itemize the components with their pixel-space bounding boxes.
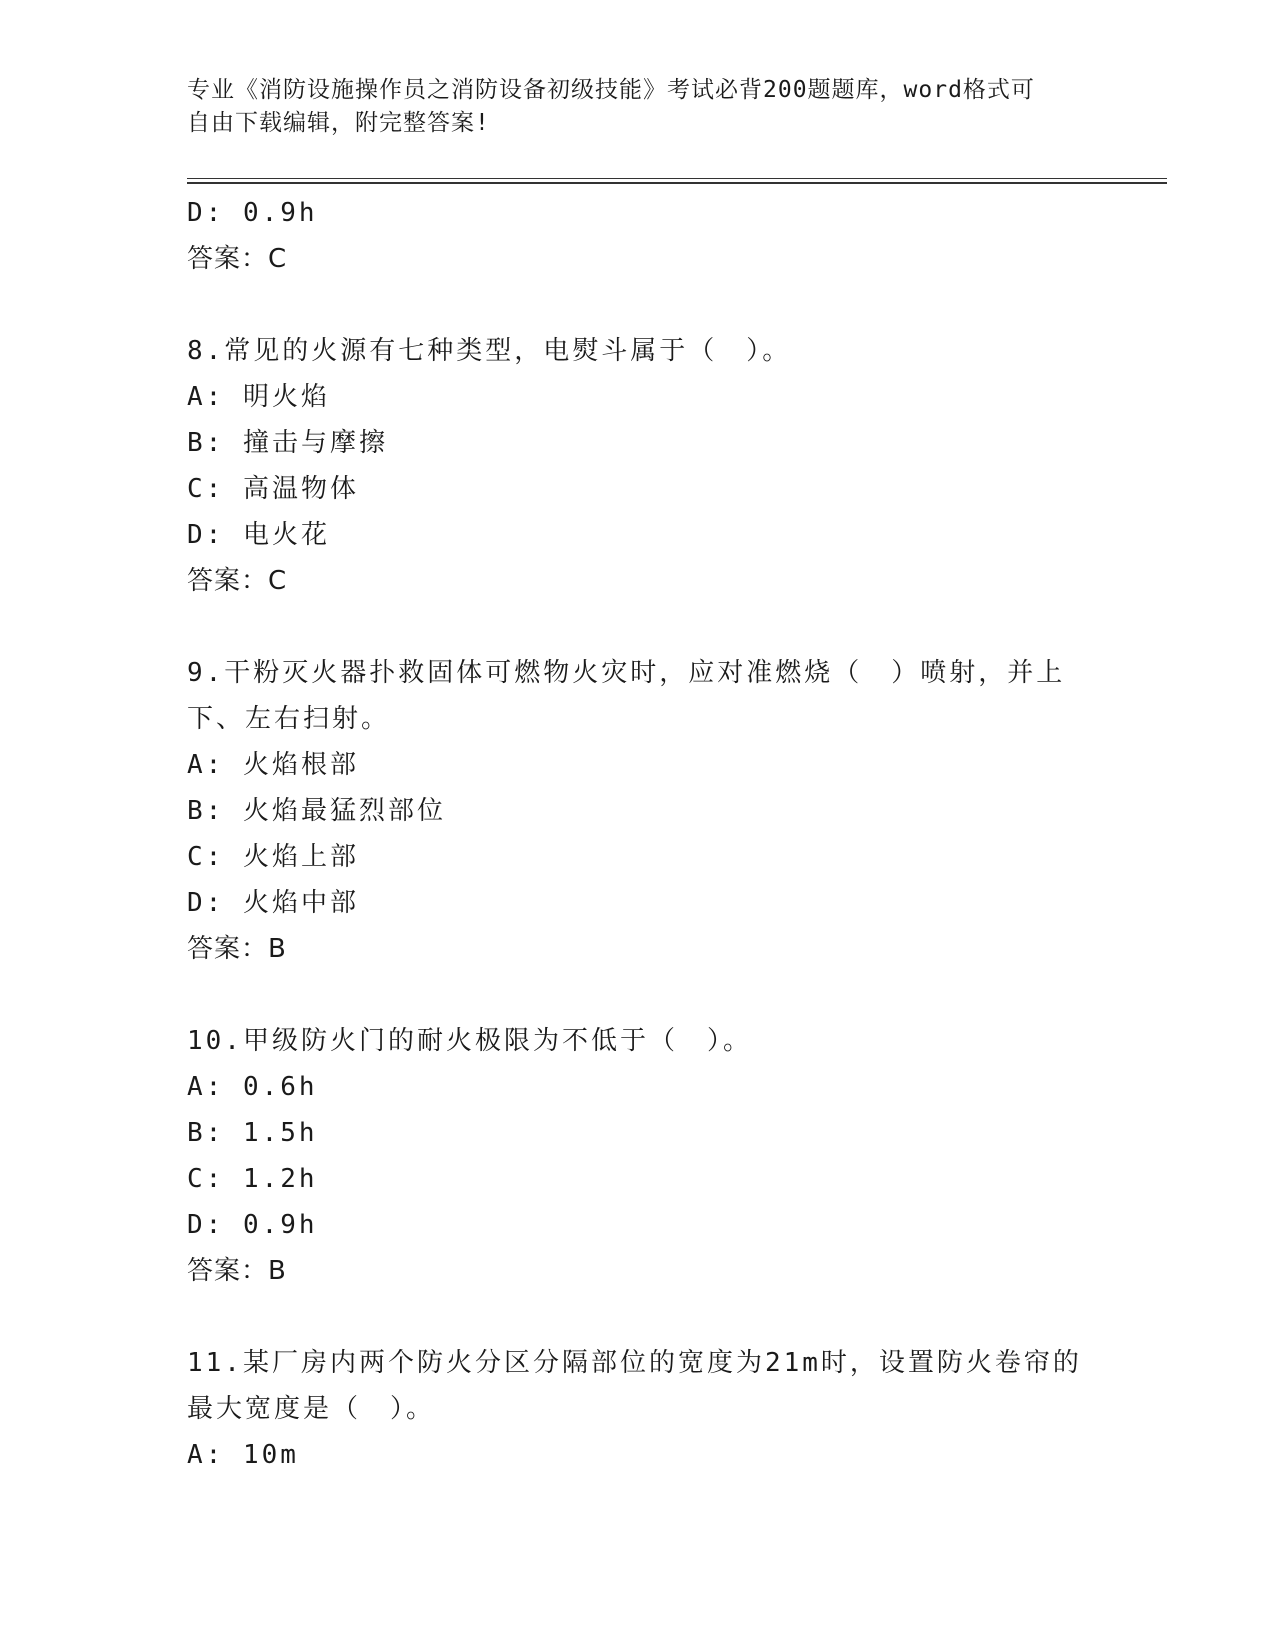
question-stem-line-1: 11.某厂房内两个防火分区分隔部位的宽度为21m时，设置防火卷帘的 <box>187 1348 1082 1378</box>
answer-line: 答案：B <box>187 1256 287 1286</box>
header-title-line-1: 专业《消防设施操作员之消防设备初级技能》考试必背200题题库，word格式可 <box>187 77 1035 103</box>
option-d: D: 电火花 <box>187 520 330 550</box>
option-b: B: 1.5h <box>187 1118 318 1148</box>
question-9 <box>187 650 1087 972</box>
header-title-line-2: 自由下载编辑，附完整答案! <box>187 110 490 136</box>
header-divider-thin <box>187 178 1167 179</box>
question-list <box>187 190 1087 1478</box>
option-b: B: 撞击与摩擦 <box>187 428 388 458</box>
question-8 <box>187 328 1087 604</box>
option-c: C: 高温物体 <box>187 474 359 504</box>
question-stem: 10.甲级防火门的耐火极限为不低于（ ）。 <box>187 1026 752 1056</box>
document-header <box>187 74 1087 140</box>
spacer <box>187 972 1087 1018</box>
question-11 <box>187 1340 1087 1478</box>
option-d: D: 火焰中部 <box>187 888 359 918</box>
header-divider-thick <box>187 182 1167 184</box>
option-b: B: 火焰最猛烈部位 <box>187 796 446 826</box>
option-a: A: 明火焰 <box>187 382 330 412</box>
answer-line: 答案：B <box>187 934 287 964</box>
previous-question-tail <box>187 190 1087 282</box>
answer-line: 答案：C <box>187 566 288 596</box>
spacer <box>187 604 1087 650</box>
answer-line: 答案：C <box>187 244 288 274</box>
question-stem-line-2: 最大宽度是（ ）。 <box>187 1394 436 1424</box>
option-c: C: 火焰上部 <box>187 842 359 872</box>
option-d: D: 0.9h <box>187 198 318 228</box>
question-10 <box>187 1018 1087 1294</box>
option-c: C: 1.2h <box>187 1164 318 1194</box>
question-stem: 8.常见的火源有七种类型，电熨斗属于（ ）。 <box>187 336 792 366</box>
question-stem-line-2: 下、左右扫射。 <box>187 704 391 734</box>
option-a: A: 火焰根部 <box>187 750 359 780</box>
option-a: A: 0.6h <box>187 1072 318 1102</box>
option-d: D: 0.9h <box>187 1210 318 1240</box>
question-stem-line-1: 9.干粉灭火器扑救固体可燃物火灾时，应对准燃烧（ ）喷射，并上 <box>187 658 1066 688</box>
spacer <box>187 1294 1087 1340</box>
spacer <box>187 282 1087 328</box>
option-a: A: 10m <box>187 1440 299 1470</box>
